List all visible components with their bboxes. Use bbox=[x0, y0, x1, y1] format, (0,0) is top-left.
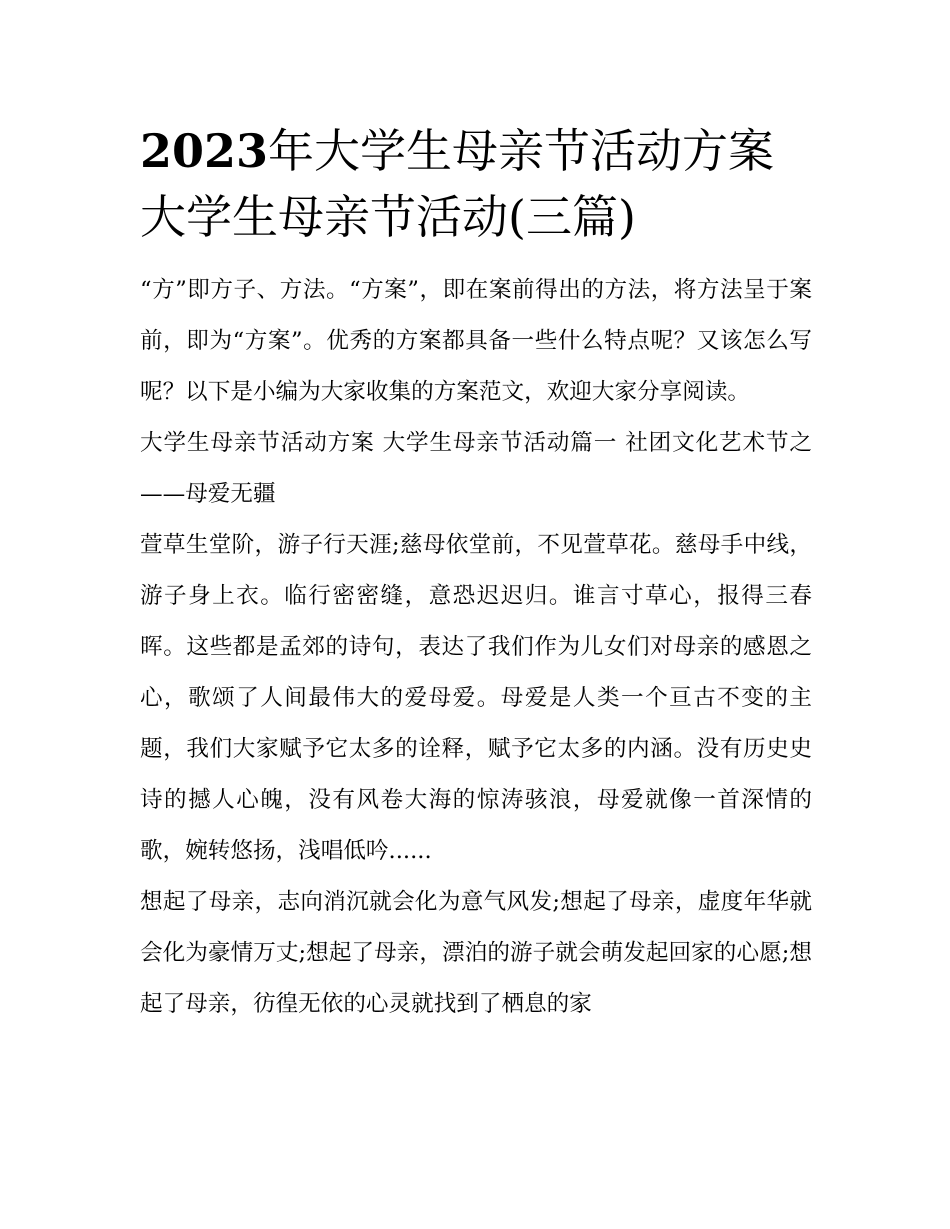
body-paragraph-2: 想起了母亲，志向消沉就会化为意气风发;想起了母亲，虚度年华就会化为豪情万丈;想起了母亲，漂泊的游子就会萌发起回家的心愿;想起了母亲，彷徨无依的心灵就找到了栖息的家 bbox=[140, 889, 812, 1017]
document-body bbox=[140, 118, 812, 1030]
title-line-1 bbox=[140, 118, 812, 184]
body-paragraph-1: 萱草生堂阶，游子行天涯;慈母依堂前，不见萱草花。慈母手中线，游子身上衣。临行密密缝，意恐迟迟归。谁言寸草心，报得三春晖。这些都是孟郊的诗句，表达了我们作为儿女们对母亲的感恩之心，歌颂了人间最伟大的爱母爱。母爱是人类一个亘古不变的主题，我们大家赋予它太多的诠释，赋予它太多的内涵。没有历史史诗的撼人心魄，没有风卷大海的惊涛骇浪，母爱就像一首深情的歌，婉转悠扬，浅唱低吟...... bbox=[140, 532, 812, 864]
document-title bbox=[140, 118, 812, 250]
title-line-1-text: 年大学生母亲节活动方案 bbox=[268, 124, 775, 178]
intro-paragraph: “方”即方子、方法。“方案”，即在案前得出的方法，将方法呈于案前，即为“方案”。优秀的方案都具备一些什么特点呢？又该怎么写呢？以下是小编为大家收集的方案范文，欢迎大家分享阅读。 bbox=[140, 277, 812, 405]
title-year: 2023 bbox=[140, 124, 269, 178]
title-line-2: 大学生母亲节活动(三篇) bbox=[140, 190, 636, 244]
section-heading: 大学生母亲节活动方案 大学生母亲节活动篇一 社团文化艺术节之——母爱无疆 bbox=[140, 430, 812, 507]
